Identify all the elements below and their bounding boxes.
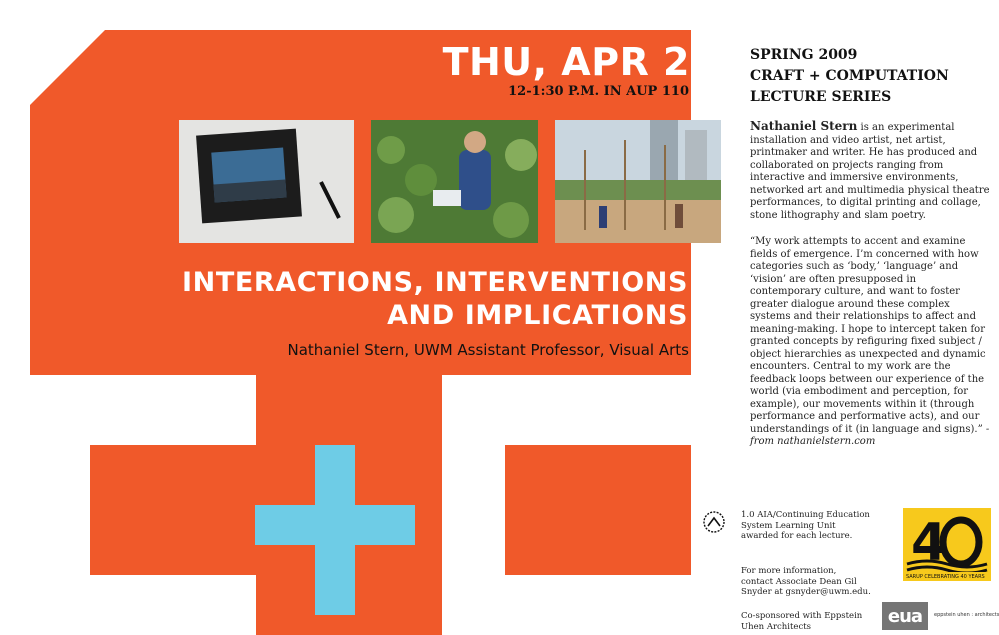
- series-line3: LECTURE SERIES: [750, 89, 892, 105]
- c-plus-c-logo: [30, 375, 691, 635]
- event-date: THU, APR 2: [442, 40, 690, 84]
- svg-text:4: 4: [911, 513, 948, 572]
- speaker-credit: Nathaniel Stern, UWM Assistant Professor, Visual Arts: [287, 341, 689, 359]
- speaker-bio: [750, 120, 990, 222]
- lecture-title-line1: INTERACTIONS, INTERVENTIONS: [181, 267, 688, 298]
- quote-source: - from nathanielstern.com: [750, 423, 990, 447]
- series-line1: SPRING 2009: [750, 47, 858, 63]
- contact-note: For more information, contact Associate Dean Gil Snyder at gsnyder@uwm.edu.: [741, 566, 871, 597]
- series-line2: CRAFT + COMPUTATION: [750, 68, 949, 84]
- sarup-40-logo: [903, 508, 991, 581]
- sarup-caption: SARUP CELEBRATING 40 YEARS: [906, 574, 985, 580]
- aia-seal-icon: [702, 510, 726, 534]
- sponsor-note: Co-sponsored with Eppstein Uhen Architects: [741, 611, 863, 632]
- photo-outdoor-installation: [555, 120, 721, 243]
- series-heading: [750, 45, 949, 108]
- quote-text: “My work attempts to accent and examine fields of emergence. I’m concerned with how categories such as ‘body,’ ‘language’ and ‘vision’ are often presupposed in contemporary culture, and want to foster greater dialogue around these complex systems and their relationships to affect and meaning-making. I hope to intercept taken for granted concepts by refiguring fixed subject / object hierarchies as unexpected and dynamic encounters. Central to my work are the feedback loops between our experience of the world (via embodiment and perception, for example), our movements within it (through performance and performative acts), and our understandings of it (in language and signs).”: [750, 236, 986, 435]
- aia-credit-note: 1.0 AIA/Continuing Education System Learning Unit awarded for each lecture.: [741, 510, 870, 541]
- event-time-location: 12-1:30 P.M. IN AUP 110: [508, 84, 689, 99]
- eua-logo: eua: [882, 602, 928, 630]
- photo-tablet-artwork: [179, 120, 354, 243]
- lecture-title: [182, 266, 688, 332]
- photo-lily-pond: [371, 120, 538, 243]
- artist-quote: [750, 236, 990, 449]
- lecture-title-line2: AND IMPLICATIONS: [387, 300, 688, 331]
- bio-name: Nathaniel Stern: [750, 119, 858, 133]
- bio-text: is an experimental installation and video artist, net artist, printmaker and writer. He has produced and collaborated on projects ranging from interactive and immersive environments, networked art and multimedia physical theatre performances, to digital printing and collage, stone lithography and slam poetry.: [750, 122, 990, 221]
- eua-wordmark: eppstein uhen : architects: [934, 612, 999, 618]
